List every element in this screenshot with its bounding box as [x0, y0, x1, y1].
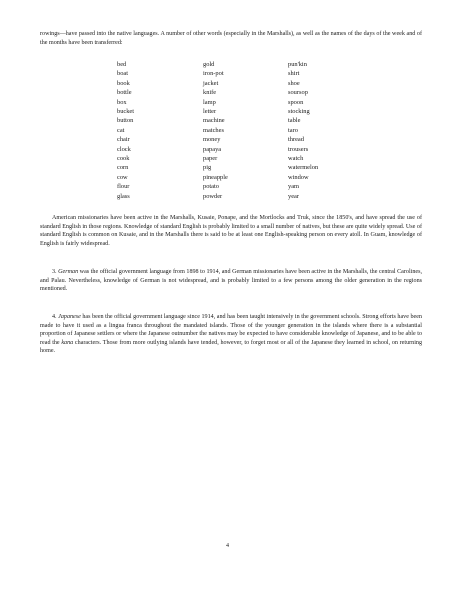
- word-list-item: trousers: [288, 145, 309, 153]
- word-list-item: taro: [288, 126, 298, 134]
- word-list-item: boat: [117, 70, 129, 78]
- word-list-item: bed: [117, 61, 127, 68]
- word-list-item: machine: [203, 117, 225, 125]
- word-list-item: yam: [288, 183, 300, 191]
- word-list-item: book: [117, 79, 130, 87]
- word-list-item: knife: [203, 89, 217, 97]
- german-body: was the official government language from 1898 to 1914, and German missionaries have been active in the Marshalls, the central Carolines, and Palau. Nevertheless, knowledge of German is not widespread, and is probably limited to a few persons among the older generation in the regions mentioned.: [40, 269, 422, 292]
- word-list-item: pineapple: [203, 173, 228, 181]
- word-list-item: cat: [117, 126, 125, 134]
- word-list-item: corn: [117, 164, 129, 172]
- japanese-body-1: has been the official government language since 1914, and has been taught intensively in the government schools. Strong efforts have been made to have it used as a lingua franca throughout the mandated islands. Those of the younger generation in the islands where there is a substantial proportion of Japanese settlers or where the Japanese outnumber the natives may be expected to have considerable knowledge of Japanese, and to be able to read the: [40, 314, 422, 346]
- word-list-item: potato: [203, 183, 219, 191]
- german-paragraph: [40, 268, 422, 294]
- word-list-item: table: [288, 117, 301, 125]
- borrowed-word-list: [117, 60, 417, 210]
- word-list-item: glass: [117, 192, 130, 200]
- word-list-item: chair: [117, 136, 130, 144]
- word-list-item: powder: [203, 192, 223, 200]
- word-list-item: watermelon: [288, 164, 319, 172]
- word-list-item: paper: [203, 155, 218, 163]
- word-list-item: pig: [203, 164, 212, 172]
- word-column-1: [117, 60, 197, 201]
- word-list-item: bucket: [117, 108, 135, 116]
- word-list-item: cow: [117, 173, 128, 181]
- word-list-item: papaya: [203, 145, 222, 153]
- word-list-item: money: [203, 136, 221, 144]
- japanese-body-2: characters. Those from more outlying islands have tended, however, to forget most or all of the Japanese they learned in school, on returning home.: [40, 339, 422, 354]
- word-list-item: matches: [203, 126, 224, 134]
- word-list-item: box: [117, 98, 127, 106]
- missionaries-paragraph: American missionaries have been active in the Marshalls, Kusaie, Ponape, and the Mortlocks and Truk, since the 1850's, and have spread the use of standard English in those regions. Knowledge of standard English is probably limited to a small number of natives, but these are quite widely spread. Use of standard English is common on Kusaie, and in the Marshalls there is said to be at least one English-speaking person on every atoll. In Guam, knowledge of English is fairly widespread.: [40, 215, 422, 247]
- word-list-item: shoe: [288, 79, 300, 87]
- word-list-item: window: [288, 173, 309, 181]
- language-term: Japanese: [58, 314, 81, 320]
- word-list-item: year: [288, 192, 299, 200]
- word-list-item: stocking: [288, 108, 310, 116]
- word-column-2: [203, 60, 283, 201]
- word-list-item: bottle: [117, 89, 132, 97]
- language-term: German: [58, 269, 79, 275]
- word-list-item: soursop: [288, 89, 308, 97]
- page-number: 4: [226, 543, 229, 549]
- word-column-3: [288, 60, 368, 201]
- word-list-item: jacket: [203, 79, 219, 87]
- word-list-item: letter: [203, 108, 217, 116]
- word-list-item: flour: [117, 183, 130, 191]
- word-list-item: shirt: [288, 70, 300, 78]
- japanese-paragraph: [40, 313, 422, 356]
- word-list-item: iron-pot: [203, 70, 224, 78]
- word-list-item: watch: [288, 155, 304, 163]
- word-list-item: spoon: [288, 98, 304, 106]
- word-list-item: lamp: [203, 98, 216, 106]
- word-list-item: thread: [288, 136, 304, 144]
- word-list-item: pun'kin: [288, 61, 307, 68]
- word-list-item: cook: [117, 155, 130, 163]
- word-list-item: clock: [117, 145, 131, 153]
- section-number: 4.: [52, 314, 57, 320]
- intro-paragraph: rowings—have passed into the native languages. A number of other words (especially in the Marshalls), as well as the names of the days of the week and of the months have been transferred:: [40, 31, 422, 46]
- kana-term: kana: [61, 339, 74, 346]
- word-list-item: gold: [203, 61, 215, 68]
- section-number: 3.: [52, 269, 57, 275]
- word-list-item: button: [117, 117, 134, 125]
